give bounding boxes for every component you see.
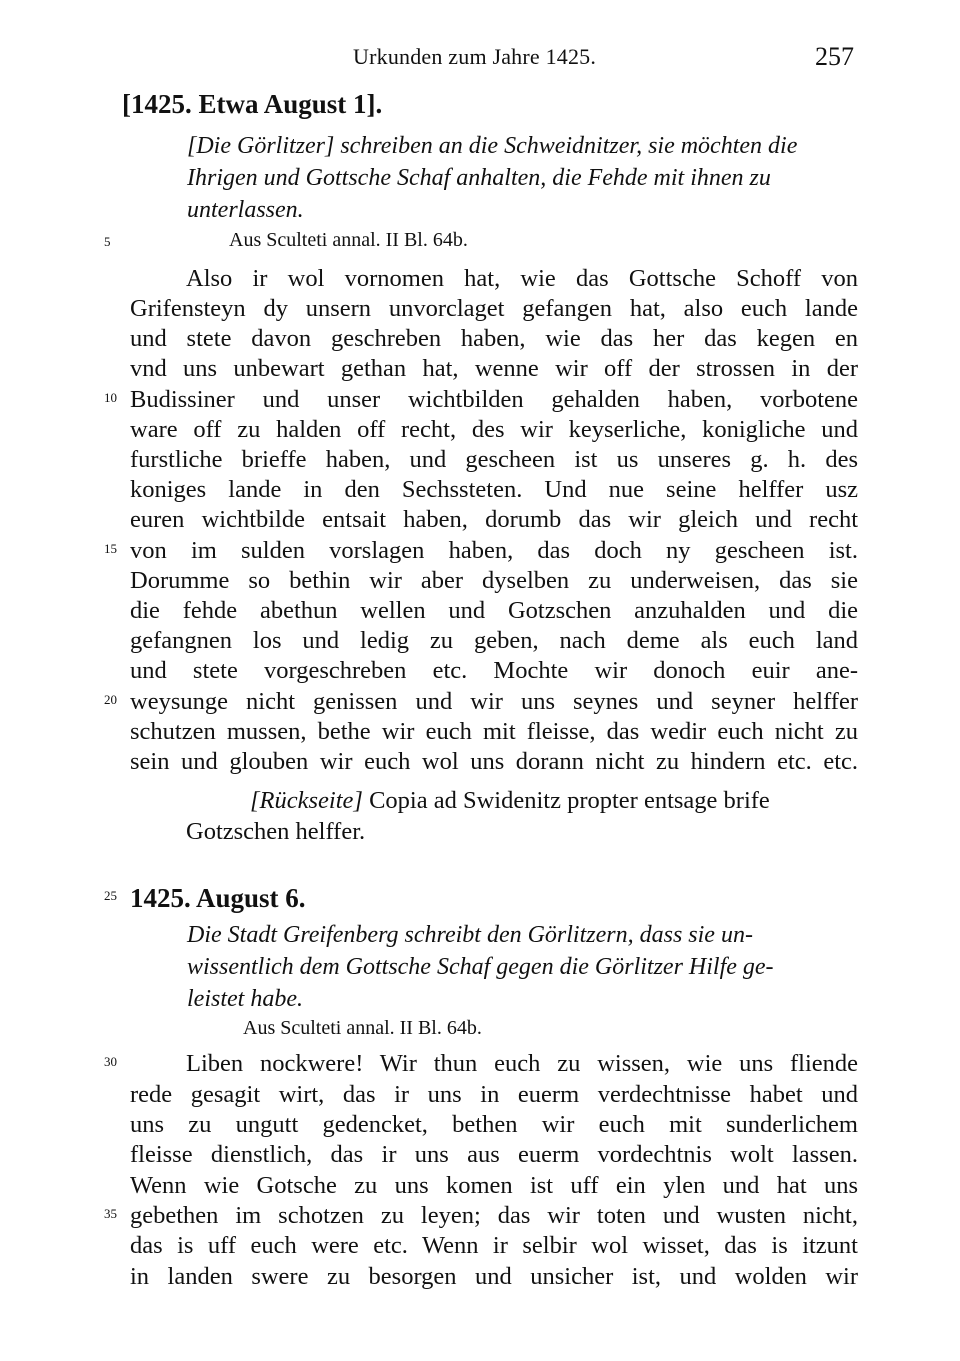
text-line: vnd uns unbewart gethan hat, wenne wir off der strossen in der bbox=[130, 355, 858, 382]
page-number: 257 bbox=[815, 42, 854, 71]
margin-line-number: 30 bbox=[104, 1054, 117, 1069]
regest-summary-line: unterlassen. bbox=[187, 197, 304, 223]
text-line: Grifensteyn dy unsern unvorclaget gefangen hat, also euch lande bbox=[130, 295, 858, 322]
text-line: furstliche brieffe haben, und gescheen ist us unseres g. h. des bbox=[130, 446, 858, 473]
source-citation: Aus Sculteti annal. II Bl. 64b. bbox=[229, 229, 468, 251]
margin-line-number: 25 bbox=[104, 888, 117, 903]
text-line: uns zu ungutt gedencket, bethen wir euch mit sunderlichem bbox=[130, 1111, 858, 1138]
text-line: fleisse dienstlich, das ir uns aus euerm vordechtnis wolt lassen. bbox=[130, 1141, 858, 1168]
text-line: Dorumme so bethin wir aber dyselben zu underweisen, das sie bbox=[130, 567, 858, 594]
text-line: euren wichtbilde entsait haben, dorumb das wir gleich und recht bbox=[130, 506, 858, 533]
text-line: Also ir wol vornomen hat, wie das Gottsche Schoff von bbox=[186, 265, 858, 292]
dorsal-note bbox=[250, 787, 770, 815]
source-citation: Aus Sculteti annal. II Bl. 64b. bbox=[243, 1017, 482, 1039]
dorsal-note-text: Copia ad Swidenitz propter entsage brife bbox=[369, 787, 770, 814]
regest-summary-line: Die Stadt Greifenberg schreibt den Görlitzern, dass sie un- bbox=[187, 922, 753, 948]
text-line: und stete vorgeschreben etc. Mochte wir donoch euir ane- bbox=[130, 657, 858, 684]
text-line: Wenn wie Gotsche zu uns komen ist uff ein ylen und hat uns bbox=[130, 1172, 858, 1199]
regest-summary-line: Ihrigen und Gottsche Schaf anhalten, die Fehde mit ihnen zu bbox=[187, 165, 771, 191]
dorsal-note-label: [Rückseite] bbox=[250, 787, 363, 814]
text-line: Liben nockwere! Wir thun euch zu wissen, wie uns fliende bbox=[186, 1050, 858, 1077]
text-line: schutzen mussen, bethe wir euch mit fleisse, das wedir euch nicht zu bbox=[130, 718, 858, 745]
document-date-heading: 1425. August 6. bbox=[130, 883, 306, 913]
margin-line-number: 10 bbox=[104, 390, 117, 405]
text-line: ware off zu halden off recht, des wir keyserliche, konigliche und bbox=[130, 416, 858, 443]
margin-line-number: 35 bbox=[104, 1206, 117, 1221]
text-line: die fehde abethun wellen und Gotzschen anzuhalden und die bbox=[130, 597, 858, 624]
text-line: von im sulden vorslagen haben, das doch ny gescheen ist. bbox=[130, 537, 858, 564]
text-line: das is uff euch were etc. Wenn ir selbir wol wisset, das is itzunt bbox=[130, 1232, 858, 1259]
regest-summary-line: [Die Görlitzer] schreiben an die Schweidnitzer, sie möchten die bbox=[187, 133, 798, 159]
text-line: gefangnen los und ledig zu geben, nach deme als euch land bbox=[130, 627, 858, 654]
dorsal-note-continuation: Gotzschen helffer. bbox=[186, 818, 366, 845]
margin-line-number: 20 bbox=[104, 692, 117, 707]
text-line: gebethen im schotzen zu leyen; das wir toten und wusten nicht, bbox=[130, 1202, 858, 1229]
regest-summary-line: wissentlich dem Gottsche Schaf gegen die Görlitzer Hilfe ge- bbox=[187, 954, 774, 980]
regest-summary-line: leistet habe. bbox=[187, 986, 303, 1012]
margin-line-number: 15 bbox=[104, 541, 117, 556]
text-line: Budissiner und unser wichtbilden gehalden haben, vorbotene bbox=[130, 386, 858, 413]
text-line: koniges lande in den Sechssteten. Und nue seine helffer usz bbox=[130, 476, 858, 503]
text-line: rede gesagit wirt, das ir uns in euerm verdechtnisse habet und bbox=[130, 1081, 858, 1108]
running-header-title: Urkunden zum Jahre 1425. bbox=[353, 44, 597, 69]
text-line: in landen swere zu besorgen und unsicher ist, und wolden wir bbox=[130, 1263, 858, 1290]
text-line: sein und glouben wir euch wol uns dorann nicht zu hindern etc. etc. bbox=[130, 748, 858, 775]
text-line: weysunge nicht genissen und wir uns seynes und seyner helffer bbox=[130, 688, 858, 715]
document-date-heading: [1425. Etwa August 1]. bbox=[122, 89, 383, 119]
text-line: und stete davon geschreben haben, wie das her das kegen en bbox=[130, 325, 858, 352]
margin-line-number: 5 bbox=[104, 234, 111, 249]
